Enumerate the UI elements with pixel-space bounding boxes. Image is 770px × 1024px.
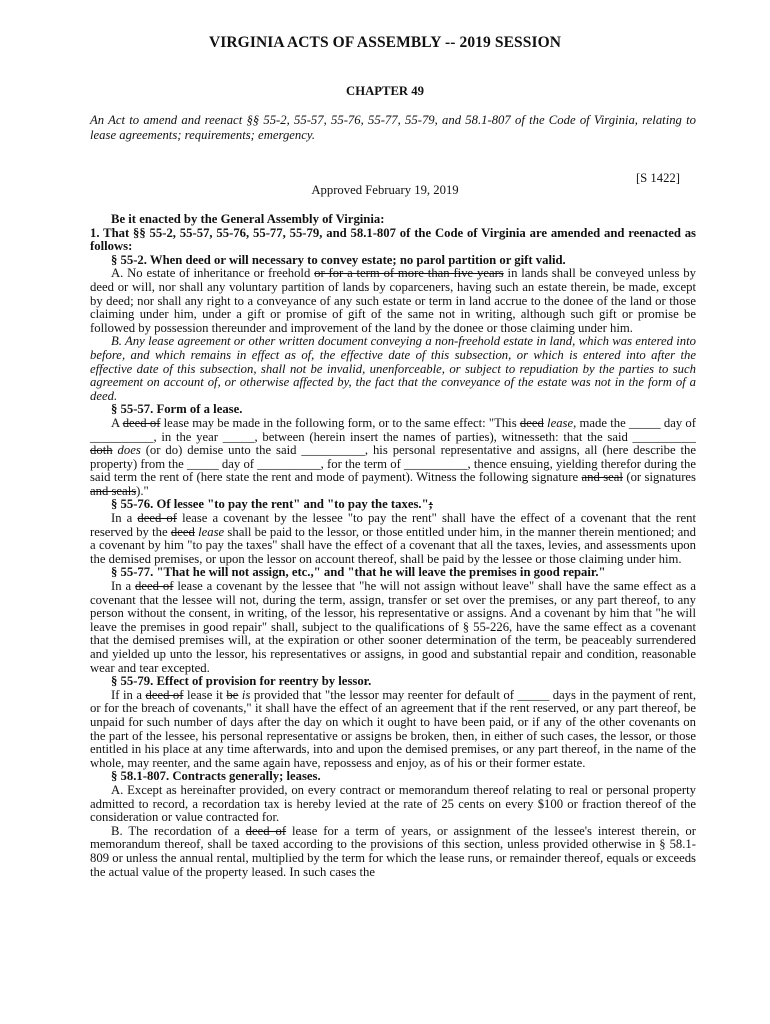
deleted-text: deed	[170, 524, 195, 539]
text-run: lease for a term of years, or assignment of the lessee's interest therein, or memorandum thereof, shall be taxed according to the provisions of this section, unless provided otherwise in § 58.1-809 or unless the annual rental, multiplied by the term for which the lease runs, or remainder thereof, equals or exceeds the actual value of the property leased. In such cases the	[90, 823, 696, 879]
act-body	[90, 213, 696, 879]
text-run: lease may be made in the following form, or to the same effect: "This	[160, 415, 520, 430]
paragraph-55-2-a	[90, 267, 696, 335]
deleted-text: ;	[428, 497, 433, 512]
heading-text: § 55-76. Of lessee "to pay the rent" and "to pay the taxes."	[111, 497, 429, 512]
chapter-heading: CHAPTER 49	[346, 84, 424, 98]
act-description: An Act to amend and reenact §§ 55-2, 55-57, 55-76, 55-77, 55-79, and 58.1-807 of the Code of Virginia, relating to lease agreements; requirements; emergency.	[90, 113, 696, 142]
text-run: A. No estate of inheritance or freehold	[111, 266, 315, 281]
text-run: In a	[111, 579, 136, 594]
text-run: (or do) demise unto the said __________, his personal representative and assigns, all (here describe the property) from the _____ day of __________, for the term of __________, thence ensuing, yielding therefor during the said term the rent of (here state the rent and mode of payment). Witness the following signature	[90, 443, 697, 485]
paragraph-55-57	[90, 417, 696, 499]
text-run: , made the _____ day of __________, in the year _____, between (herein insert the names of parties), witnesseth: that the said __________	[90, 415, 696, 444]
paragraph-55-2-b: B. Any lease agreement or other written document conveying a non-freehold estate in land, which was entered into before, and which remains in effect as of, the effective date of this subsection, or which is entered into after the effective date of this subsection, shall not be invalid, unenforceable, or subject to repudiation by the parties to such agreement on account of, or otherwise affected by, the fact that the conveyance of the estate was not in the form of a deed.	[90, 334, 696, 403]
text-run: (or signatures	[622, 470, 696, 485]
inserted-text: does	[117, 443, 141, 458]
text-run: If in a	[111, 687, 146, 702]
deleted-text: deed of	[135, 579, 174, 594]
text-run: B. The recordation of a	[111, 823, 246, 838]
section-heading-55-79: § 55-79. Effect of provision for reentry by lessor.	[111, 674, 372, 689]
deleted-text: or for a term of more than five years	[314, 266, 504, 281]
paragraph-55-79	[90, 689, 696, 771]
paragraph-55-77	[90, 580, 696, 675]
enacting-clause: Be it enacted by the General Assembly of Virginia:	[111, 212, 385, 226]
section-heading-55-2: § 55-2. When deed or will necessary to convey estate; no parol partition or gift valid.	[111, 252, 566, 267]
document-title: VIRGINIA ACTS OF ASSEMBLY -- 2019 SESSION	[208, 34, 562, 51]
deleted-text: deed	[519, 415, 544, 430]
text-run: )."	[136, 483, 149, 498]
paragraph-58-1-807-a: A. Except as hereinafter provided, on every contract or memorandum thereof relating to real or personal property admitted to record, a recordation tax is hereby levied at the rate of 25 cents on every $100 or fraction thereof of the consideration or value contracted for.	[90, 782, 696, 825]
text-run: In a	[111, 511, 138, 526]
paragraph-58-1-807-b	[90, 825, 696, 879]
approval-date: Approved February 19, 2019	[311, 183, 459, 197]
deleted-text: be	[226, 687, 239, 702]
text-run: lease it	[183, 687, 227, 702]
text-run: shall be paid to the lessor, or those entitled under him, in the manner therein mentioned; and a covenant by him "to pay the taxes" shall have the effect of a covenant that all the taxes, levies, and assessments upon the demised premises, or upon the lessor on account thereof, shall be paid by the lessee or those claiming under him.	[90, 524, 696, 566]
deleted-text: deed of	[245, 823, 287, 838]
inserted-text: lease	[198, 524, 225, 539]
deleted-text: and seal	[581, 470, 623, 485]
deleted-text: doth	[90, 443, 113, 458]
text-run: in lands shall be conveyed unless by deed or will, nor shall any voluntary partition of lands by coparceners, having such an estate therein, be made, except by deed; nor shall any right to a conveyance of any such estate or term in land accrue to the donee of the land or those claiming under him, under a gift or promise of gift of the same not in writing, although such gift or promise be followed by possession thereunder and improvement of the land by the donee or those claiming under him.	[90, 266, 696, 335]
section-heading-55-57: § 55-57. Form of a lease.	[111, 402, 243, 417]
text-run: lease a covenant by the lessee "to pay the rent" shall have the effect of a covenant that the rent reserved by the	[90, 511, 696, 539]
deleted-text: deed of	[137, 511, 177, 526]
text-run: lease a covenant by the lessee that "he will not assign without leave" shall have the same effect as a covenant that the lessee will not, during the term, assign, transfer or set over the premises, or any part thereof, to any person without the consent, in writing, of the lessor, his representative or assigns. And a covenant by him that "he will leave the premises in good repair" shall, subject to the qualifications of § 55-226, have the same effect as a covenant that the demised premises will, at the expiration or other sooner determination of the term, be peaceably surrendered and yielded up unto the lessor, his representatives or assigns, in good and substantial repair and condition, reasonable wear and tear excepted.	[90, 579, 696, 675]
bill-number: [S 1422]	[635, 171, 680, 185]
section-heading-58-1-807: § 58.1-807. Contracts generally; leases.	[111, 769, 321, 784]
deleted-text: deed of	[122, 415, 161, 430]
section-heading-55-77: § 55-77. "That he will not assign, etc.," and "that he will leave the premises in good repair."	[111, 565, 606, 580]
deleted-text: and seals	[90, 483, 137, 498]
text-run: A	[111, 415, 123, 430]
inserted-text: lease	[547, 415, 574, 430]
section-one-clause: 1. That §§ 55-2, 55-57, 55-76, 55-77, 55-79, and 58.1-807 of the Code of Virginia are amended and reenacted as follows:	[90, 225, 696, 254]
inserted-text: is	[241, 687, 251, 702]
deleted-text: deed of	[145, 687, 184, 702]
paragraph-55-76	[90, 512, 696, 566]
text-run: provided that "the lessor may reenter for default of _____ days in the payment of rent, or for the breach of covenants," it shall have the effect of an agreement that if the rent reserved, or any part thereof, be unpaid for such number of days after the day on which it ought to have been paid, or if any of the other covenants on the part of the lessee, his personal representative or assigns be broken, then, in either of such cases, the lessor, or those entitled in his place at any time afterwards, into and upon the demised premises, or any part thereof, in the name of the whole, may reenter, and the same again have, repossess and enjoy, as of his or their former estate.	[90, 687, 696, 770]
section-heading-55-76	[90, 498, 696, 512]
